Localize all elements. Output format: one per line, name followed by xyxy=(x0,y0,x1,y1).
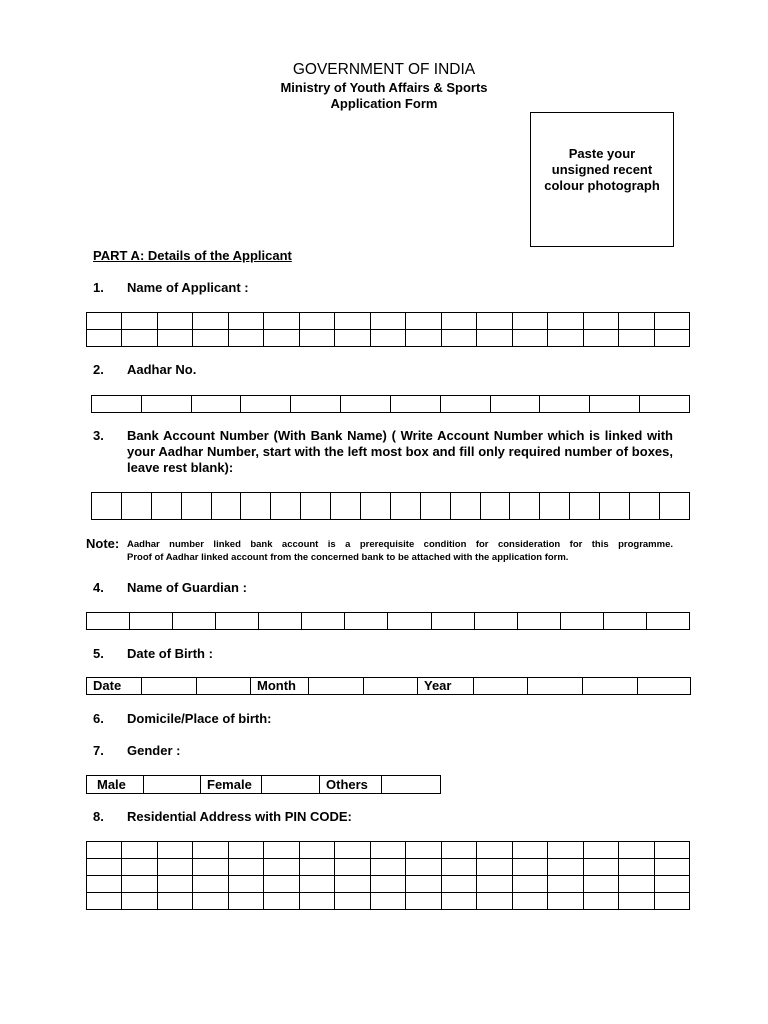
bank-account-box[interactable] xyxy=(659,493,689,520)
name-box[interactable] xyxy=(228,313,263,330)
address-row xyxy=(87,876,690,893)
gender-female-label: Female xyxy=(201,776,262,794)
address-row xyxy=(87,893,690,910)
aadhar-box[interactable] xyxy=(390,396,440,413)
name-box[interactable] xyxy=(299,330,334,347)
name-box[interactable] xyxy=(477,330,512,347)
address-box[interactable] xyxy=(406,842,441,859)
address-box[interactable] xyxy=(370,859,405,876)
name-box[interactable] xyxy=(512,313,547,330)
guardian-box[interactable] xyxy=(474,613,517,630)
name-box[interactable] xyxy=(406,330,441,347)
bank-account-box[interactable] xyxy=(480,493,510,520)
address-box[interactable] xyxy=(193,859,228,876)
address-box[interactable] xyxy=(512,893,547,910)
name-box[interactable] xyxy=(228,330,263,347)
form-title: Application Form xyxy=(330,96,438,111)
q6-number: 6. xyxy=(93,711,104,726)
address-box[interactable] xyxy=(619,842,654,859)
guardian-box[interactable] xyxy=(173,613,216,630)
name-box[interactable] xyxy=(654,313,690,330)
bank-account-box[interactable] xyxy=(301,493,331,520)
q2-number: 2. xyxy=(93,362,104,377)
q4-number: 4. xyxy=(93,580,104,595)
address-box[interactable] xyxy=(299,876,334,893)
address-box[interactable] xyxy=(654,842,690,859)
name-row xyxy=(87,330,690,347)
address-box[interactable] xyxy=(512,876,547,893)
bank-account-box[interactable] xyxy=(630,493,660,520)
name-box[interactable] xyxy=(441,313,476,330)
name-box[interactable] xyxy=(619,313,654,330)
aadhar-box[interactable] xyxy=(440,396,490,413)
guardian-grid-body xyxy=(87,613,690,630)
dob-year-box[interactable] xyxy=(638,678,691,695)
bank-account-box[interactable] xyxy=(92,493,122,520)
name-box[interactable] xyxy=(335,313,370,330)
address-box[interactable] xyxy=(619,859,654,876)
address-box[interactable] xyxy=(264,859,299,876)
note-line-2: Proof of Aadhar linked account from the concerned bank to be attached with the application form. xyxy=(127,552,569,563)
address-box[interactable] xyxy=(299,859,334,876)
address-box[interactable] xyxy=(193,876,228,893)
aadhar-box[interactable] xyxy=(490,396,540,413)
bank-account-row xyxy=(92,493,690,520)
address-box[interactable] xyxy=(122,842,157,859)
address-box[interactable] xyxy=(228,859,263,876)
dob-month-box[interactable] xyxy=(364,678,418,695)
address-box[interactable] xyxy=(264,842,299,859)
name-box[interactable] xyxy=(299,313,334,330)
address-box[interactable] xyxy=(157,842,192,859)
guardian-box[interactable] xyxy=(87,613,130,630)
gender-male-box[interactable] xyxy=(144,776,201,794)
guardian-box[interactable] xyxy=(259,613,302,630)
q2-label: Aadhar No. xyxy=(127,362,197,377)
address-box[interactable] xyxy=(512,842,547,859)
aadhar-box[interactable] xyxy=(590,396,640,413)
aadhar-box[interactable] xyxy=(92,396,142,413)
ministry-name: Ministry of Youth Affairs & Sports xyxy=(280,80,488,95)
note-label: Note: xyxy=(86,536,120,551)
dob-date-box[interactable] xyxy=(142,678,197,695)
aadhar-box[interactable] xyxy=(241,396,291,413)
aadhar-box[interactable] xyxy=(141,396,191,413)
address-box[interactable] xyxy=(335,842,370,859)
address-box[interactable] xyxy=(477,893,512,910)
address-box[interactable] xyxy=(335,859,370,876)
address-box[interactable] xyxy=(228,893,263,910)
address-box[interactable] xyxy=(619,893,654,910)
guardian-row xyxy=(87,613,690,630)
bank-account-box[interactable] xyxy=(450,493,480,520)
bank-account-grid-body xyxy=(92,493,690,520)
part-a-heading: PART A: Details of the Applicant xyxy=(93,248,292,263)
gender-male-label: Male xyxy=(87,776,144,794)
address-box[interactable] xyxy=(654,893,690,910)
q1-number: 1. xyxy=(93,280,104,295)
address-box[interactable] xyxy=(512,859,547,876)
bank-account-box[interactable] xyxy=(510,493,540,520)
government-title: GOVERNMENT OF INDIA xyxy=(292,61,476,78)
guardian-box[interactable] xyxy=(388,613,431,630)
address-box[interactable] xyxy=(370,893,405,910)
name-box[interactable] xyxy=(583,330,618,347)
q5-label: Date of Birth : xyxy=(127,646,213,661)
guardian-box[interactable] xyxy=(345,613,388,630)
address-box[interactable] xyxy=(583,859,618,876)
address-box[interactable] xyxy=(548,859,583,876)
address-box[interactable] xyxy=(193,893,228,910)
address-box[interactable] xyxy=(228,842,263,859)
address-box[interactable] xyxy=(157,893,192,910)
name-box[interactable] xyxy=(122,330,157,347)
address-box[interactable] xyxy=(228,876,263,893)
address-box[interactable] xyxy=(299,893,334,910)
bank-account-box[interactable] xyxy=(121,493,151,520)
bank-account-grid xyxy=(91,492,690,520)
guardian-box[interactable] xyxy=(646,613,689,630)
address-box[interactable] xyxy=(87,842,122,859)
gender-others-label: Others xyxy=(320,776,382,794)
name-box[interactable] xyxy=(548,313,583,330)
name-row xyxy=(87,313,690,330)
guardian-box[interactable] xyxy=(603,613,646,630)
name-box[interactable] xyxy=(122,313,157,330)
gender-grid xyxy=(86,775,441,794)
guardian-box[interactable] xyxy=(560,613,603,630)
bank-account-box[interactable] xyxy=(570,493,600,520)
address-row xyxy=(87,842,690,859)
dob-grid xyxy=(86,677,691,695)
address-row xyxy=(87,859,690,876)
address-grid-body xyxy=(87,842,690,910)
dob-month-label: Month xyxy=(251,678,309,695)
dob-date-box[interactable] xyxy=(197,678,251,695)
name-box[interactable] xyxy=(370,313,405,330)
aadhar-grid-body xyxy=(92,396,690,413)
dob-year-label: Year xyxy=(418,678,474,695)
dob-year-box[interactable] xyxy=(528,678,583,695)
address-box[interactable] xyxy=(406,893,441,910)
address-box[interactable] xyxy=(370,842,405,859)
q1-label: Name of Applicant : xyxy=(127,280,249,295)
name-box[interactable] xyxy=(193,330,228,347)
address-box[interactable] xyxy=(264,876,299,893)
aadhar-box[interactable] xyxy=(291,396,341,413)
name-box[interactable] xyxy=(264,313,299,330)
aadhar-box[interactable] xyxy=(341,396,391,413)
note-line-1: Aadhar number linked bank account is a prerequisite condition for consideration for this programme. xyxy=(127,539,673,550)
q6-label: Domicile/Place of birth: xyxy=(127,711,272,726)
address-box[interactable] xyxy=(619,876,654,893)
address-box[interactable] xyxy=(87,859,122,876)
address-box[interactable] xyxy=(654,876,690,893)
name-box[interactable] xyxy=(654,330,690,347)
aadhar-box[interactable] xyxy=(191,396,241,413)
guardian-box[interactable] xyxy=(517,613,560,630)
q7-label: Gender : xyxy=(127,743,181,758)
dob-year-box[interactable] xyxy=(474,678,528,695)
guardian-box[interactable] xyxy=(302,613,345,630)
address-box[interactable] xyxy=(193,842,228,859)
bank-account-box[interactable] xyxy=(420,493,450,520)
bank-account-box[interactable] xyxy=(540,493,570,520)
bank-account-box[interactable] xyxy=(181,493,211,520)
name-box[interactable] xyxy=(406,313,441,330)
address-box[interactable] xyxy=(441,876,476,893)
name-box[interactable] xyxy=(335,330,370,347)
name-box[interactable] xyxy=(619,330,654,347)
aadhar-row xyxy=(92,396,690,413)
dob-year-box[interactable] xyxy=(583,678,638,695)
address-box[interactable] xyxy=(548,893,583,910)
guardian-box[interactable] xyxy=(431,613,474,630)
bank-account-box[interactable] xyxy=(271,493,301,520)
name-box[interactable] xyxy=(157,330,192,347)
address-box[interactable] xyxy=(654,859,690,876)
address-box[interactable] xyxy=(548,876,583,893)
aadhar-box[interactable] xyxy=(640,396,690,413)
name-box[interactable] xyxy=(370,330,405,347)
address-box[interactable] xyxy=(477,876,512,893)
address-box[interactable] xyxy=(299,842,334,859)
name-box[interactable] xyxy=(157,313,192,330)
address-box[interactable] xyxy=(583,876,618,893)
bank-account-box[interactable] xyxy=(331,493,361,520)
name-box[interactable] xyxy=(548,330,583,347)
name-box[interactable] xyxy=(87,330,122,347)
address-box[interactable] xyxy=(477,842,512,859)
photo-box-text: Paste your unsigned recent colour photograph xyxy=(544,146,660,193)
bank-account-box[interactable] xyxy=(151,493,181,520)
address-box[interactable] xyxy=(441,893,476,910)
address-box[interactable] xyxy=(335,893,370,910)
q3-label: Bank Account Number (With Bank Name) ( Write Account Number which is linked with your Aadhar Number, start with the left most box and fill only required number of boxes, leave rest blank): xyxy=(127,428,673,475)
bank-account-box[interactable] xyxy=(241,493,271,520)
gender-female-box[interactable] xyxy=(262,776,320,794)
address-box[interactable] xyxy=(370,876,405,893)
aadhar-grid xyxy=(91,395,690,413)
name-box[interactable] xyxy=(441,330,476,347)
address-box[interactable] xyxy=(87,893,122,910)
name-box[interactable] xyxy=(583,313,618,330)
address-box[interactable] xyxy=(406,859,441,876)
bank-account-box[interactable] xyxy=(600,493,630,520)
address-box[interactable] xyxy=(87,876,122,893)
aadhar-box[interactable] xyxy=(540,396,590,413)
address-box[interactable] xyxy=(157,859,192,876)
q5-number: 5. xyxy=(93,646,104,661)
name-box[interactable] xyxy=(264,330,299,347)
address-box[interactable] xyxy=(583,893,618,910)
guardian-box[interactable] xyxy=(216,613,259,630)
gender-others-box[interactable] xyxy=(382,776,441,794)
address-box[interactable] xyxy=(441,842,476,859)
guardian-grid xyxy=(86,612,690,630)
address-box[interactable] xyxy=(122,876,157,893)
address-box[interactable] xyxy=(122,859,157,876)
dob-month-box[interactable] xyxy=(309,678,364,695)
name-box[interactable] xyxy=(193,313,228,330)
name-box[interactable] xyxy=(87,313,122,330)
dob-date-label: Date xyxy=(87,678,142,695)
bank-account-box[interactable] xyxy=(211,493,241,520)
address-box[interactable] xyxy=(548,842,583,859)
address-box[interactable] xyxy=(122,893,157,910)
guardian-box[interactable] xyxy=(130,613,173,630)
address-box[interactable] xyxy=(264,893,299,910)
address-box[interactable] xyxy=(335,876,370,893)
address-grid xyxy=(86,841,690,910)
address-box[interactable] xyxy=(157,876,192,893)
q7-number: 7. xyxy=(93,743,104,758)
name-grid xyxy=(86,312,690,347)
q8-number: 8. xyxy=(93,809,104,824)
address-box[interactable] xyxy=(441,859,476,876)
address-box[interactable] xyxy=(583,842,618,859)
q3-number: 3. xyxy=(93,428,104,443)
q4-label: Name of Guardian : xyxy=(127,580,247,595)
address-box[interactable] xyxy=(477,859,512,876)
address-box[interactable] xyxy=(406,876,441,893)
bank-account-box[interactable] xyxy=(390,493,420,520)
name-box[interactable] xyxy=(477,313,512,330)
name-box[interactable] xyxy=(512,330,547,347)
bank-account-box[interactable] xyxy=(361,493,391,520)
name-grid-body xyxy=(87,313,690,347)
photo-box[interactable] xyxy=(530,112,674,247)
q8-label: Residential Address with PIN CODE: xyxy=(127,809,352,824)
